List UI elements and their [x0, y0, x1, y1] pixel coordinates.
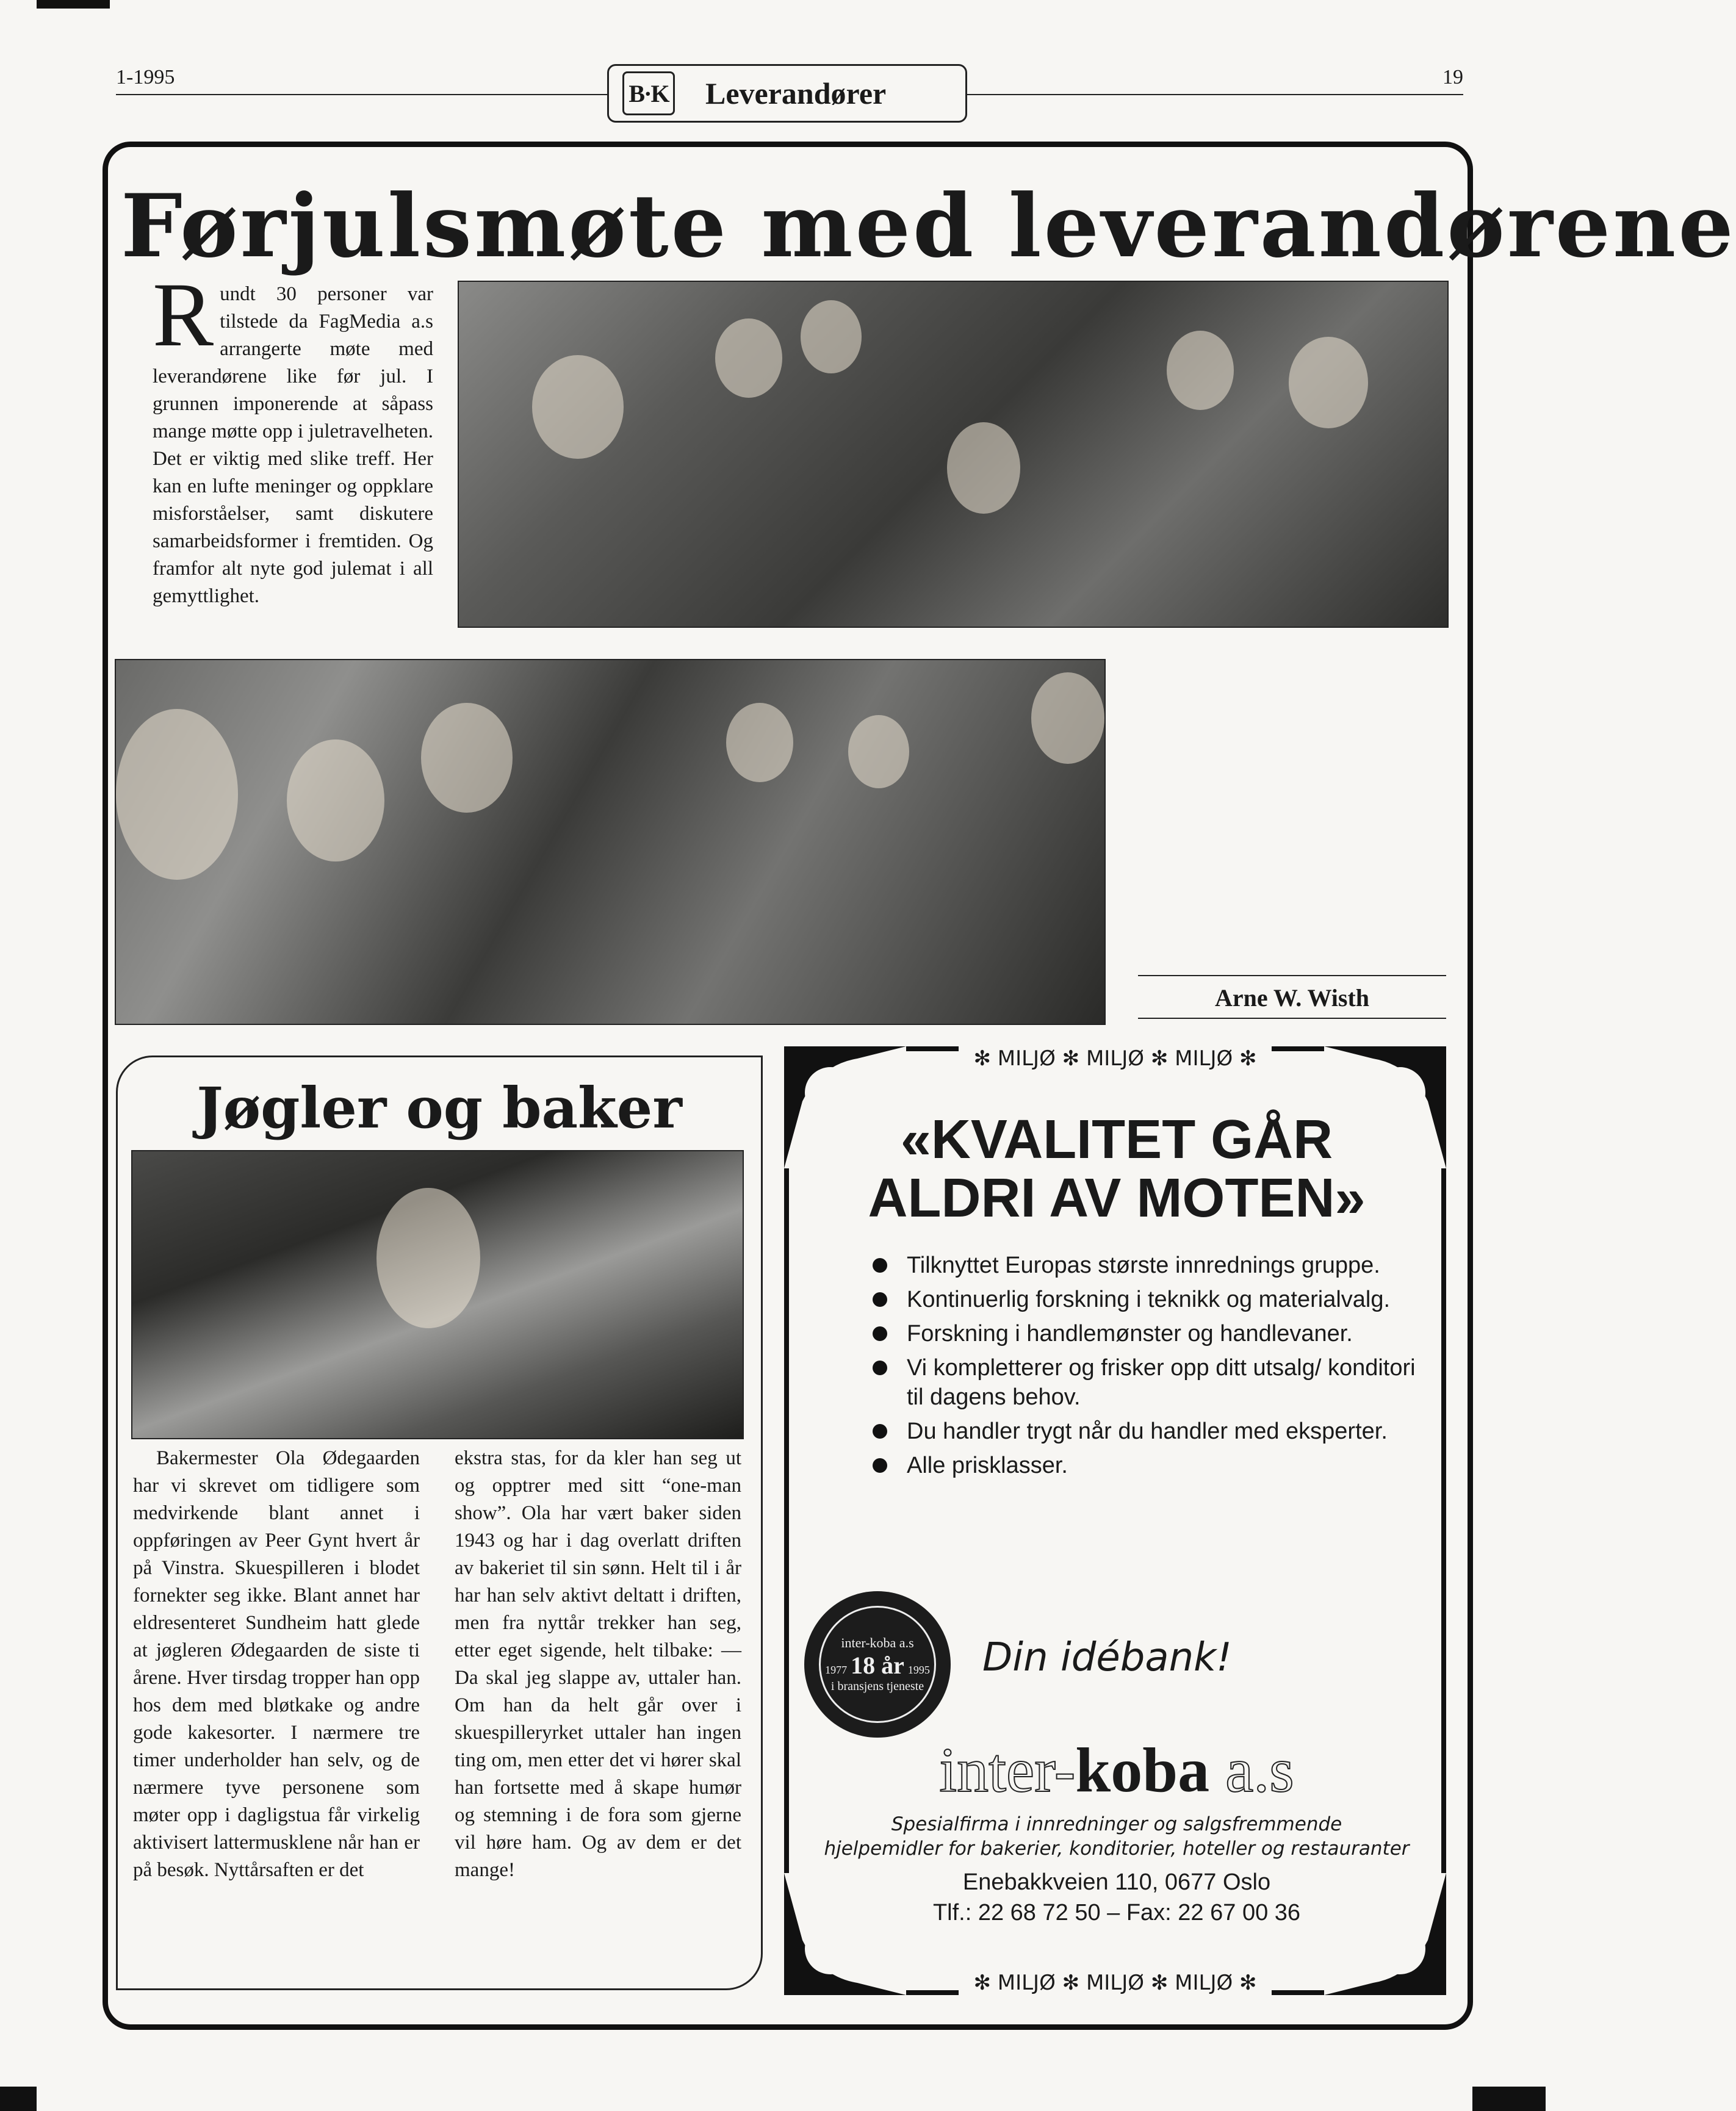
credit-rule-bottom: [1138, 1018, 1446, 1019]
ad-bullet: Du handler trygt når du handler med eksperter.: [873, 1417, 1422, 1446]
anniversary-seal: [804, 1591, 951, 1738]
article-intro: [153, 264, 433, 610]
article-headline: Førjulsmøte med leverandørene: [121, 176, 1736, 277]
seal-year-end: 1995: [907, 1664, 930, 1676]
issue-label: 1-1995: [116, 66, 175, 88]
meeting-photo-top: [458, 281, 1449, 628]
person-silhouette: [287, 739, 384, 861]
person-silhouette: [848, 715, 909, 788]
seal-ring: [819, 1606, 936, 1723]
ad-headline: [793, 1110, 1440, 1228]
seal-brand: inter-koba a.s: [841, 1635, 914, 1650]
person-silhouette: [1031, 672, 1104, 764]
article-column-2: ekstra stas, for da kler han seg ut og opptrer med sitt “one-man show”. Ola har vært baker siden 1943 og har i dag overlatt driften av bakeriet til sin sønn. Helt til i år har han selv aktivt deltatt i driften, men fra nyttår trekker han seg, etter eget sigende, helt tilbake: — Da skal jeg slappe av, uttaler han. Om han da helt går over i skuespilleryrket uttaler han ingen ting om, men etter det vi hører skal han fortsette med å skape humør og stemning i de fora som gjerne vil høre ham. Og av dem er det mange!: [455, 1447, 741, 1881]
credit-rule-top: [1138, 975, 1446, 976]
drop-cap: R: [153, 264, 214, 365]
ad-bullet-list: [873, 1251, 1422, 1485]
ad-slogan: Din idébank!: [982, 1635, 1232, 1680]
company-phone: Tlf.: 22 68 72 50 – Fax: 22 67 00 36: [932, 1900, 1301, 1926]
magazine-logo: B·K: [622, 71, 675, 115]
scan-edge-mark: [37, 0, 110, 9]
seal-center: [825, 1651, 930, 1680]
scan-edge-mark: [0, 2087, 37, 2111]
person-silhouette: [116, 709, 238, 880]
company-contact: [793, 1867, 1440, 1928]
section-tab: [607, 64, 967, 123]
scan-edge-mark: [1472, 2087, 1546, 2111]
company-description: [793, 1812, 1440, 1861]
baker-photo: [131, 1150, 744, 1439]
company-wordmark: [793, 1735, 1440, 1805]
ad-headline-line-2: ALDRI AV MOTEN»: [868, 1168, 1366, 1229]
person-silhouette: [947, 422, 1020, 514]
person-silhouette: [376, 1188, 480, 1328]
seal-years: 18 år: [851, 1652, 904, 1679]
description-line-2: hjelpemidler for bakerier, konditorier, hoteller og restauranter: [824, 1838, 1410, 1860]
person-silhouette: [532, 355, 624, 459]
ad-banner-top: [784, 1046, 1446, 1071]
wordmark-part-2: koba: [1075, 1735, 1210, 1805]
miljo-text-bottom: ✻ MILJØ ✻ MILJØ ✻ MILJØ ✻: [959, 1971, 1271, 1995]
person-silhouette: [726, 703, 793, 782]
wordmark-part-1: inter-: [939, 1735, 1076, 1805]
ad-bullet: Alle prisklasser.: [873, 1451, 1422, 1480]
seal-year-start: 1977: [825, 1664, 848, 1676]
ad-bullet: Kontinuerlig forskning i teknikk og materialvalg.: [873, 1285, 1422, 1314]
company-address: Enebakkveien 110, 0677 Oslo: [962, 1869, 1271, 1895]
ad-bullet: Vi kompletterer og frisker opp ditt utsalg/ konditori til dagens behov.: [873, 1353, 1422, 1412]
article-column-1: Bakermester Ola Ødegaarden har vi skrevet om tidligere som medvirkende blant annet i oppføringen av Peer Gynt hvert år på Vinstra. Skuespilleren i blodet fornekter seg ikke. Blant annet har eldresenteret Sundheim hatt glede at jøgleren Ødegaarden de siste ti årene. Hver tirsdag tropper han opp hos dem med bløtkake og andre gode kakesorter. I nærmere tre timer underholder han selv, og de nærmere tyve personene som møter opp i dagligstua får virkelig aktivisert lattermusklene når han er på besøk. Nyttårsaften er det: [133, 1447, 420, 1881]
photo-credit: Arne W. Wisth: [1214, 984, 1370, 1012]
ad-bullet: Tilknyttet Europas største innrednings gruppe.: [873, 1251, 1422, 1280]
article-headline-2: Jøgler og baker: [196, 1075, 682, 1141]
seal-tagline: i bransjens tjeneste: [830, 1680, 924, 1693]
person-silhouette: [1167, 331, 1234, 410]
person-silhouette: [715, 318, 782, 398]
meeting-photo-bottom: [115, 659, 1106, 1025]
person-silhouette: [421, 703, 513, 813]
wordmark-part-3: a.s: [1209, 1735, 1294, 1805]
ad-banner-bottom: [784, 1971, 1446, 1995]
miljo-text-top: ✻ MILJØ ✻ MILJØ ✻ MILJØ ✻: [959, 1046, 1271, 1071]
intro-text: undt 30 personer var tilstede da FagMedia a.s arrangerte møte med leverandørene like før jul. I grunnen imponerende at såpass mange møtte opp i juletravelheten. Det er viktig med slike treff. Her kan en lufte meninger og oppklare misforståelser, samt diskutere samarbeidsformer i fremtiden. Og framfor alt nyte god julemat i all gemyttlighet.: [153, 283, 433, 607]
ad-bullet: Forskning i handlemønster og handlevaner.: [873, 1319, 1422, 1348]
section-title: Leverandører: [705, 76, 887, 110]
description-line-1: Spesialfirma i innredninger og salgsfremmende: [891, 1813, 1342, 1835]
ad-headline-line-1: «KVALITET GÅR: [900, 1109, 1333, 1170]
person-silhouette: [801, 300, 862, 373]
person-silhouette: [1289, 337, 1368, 428]
page-number: 19: [1442, 66, 1463, 88]
